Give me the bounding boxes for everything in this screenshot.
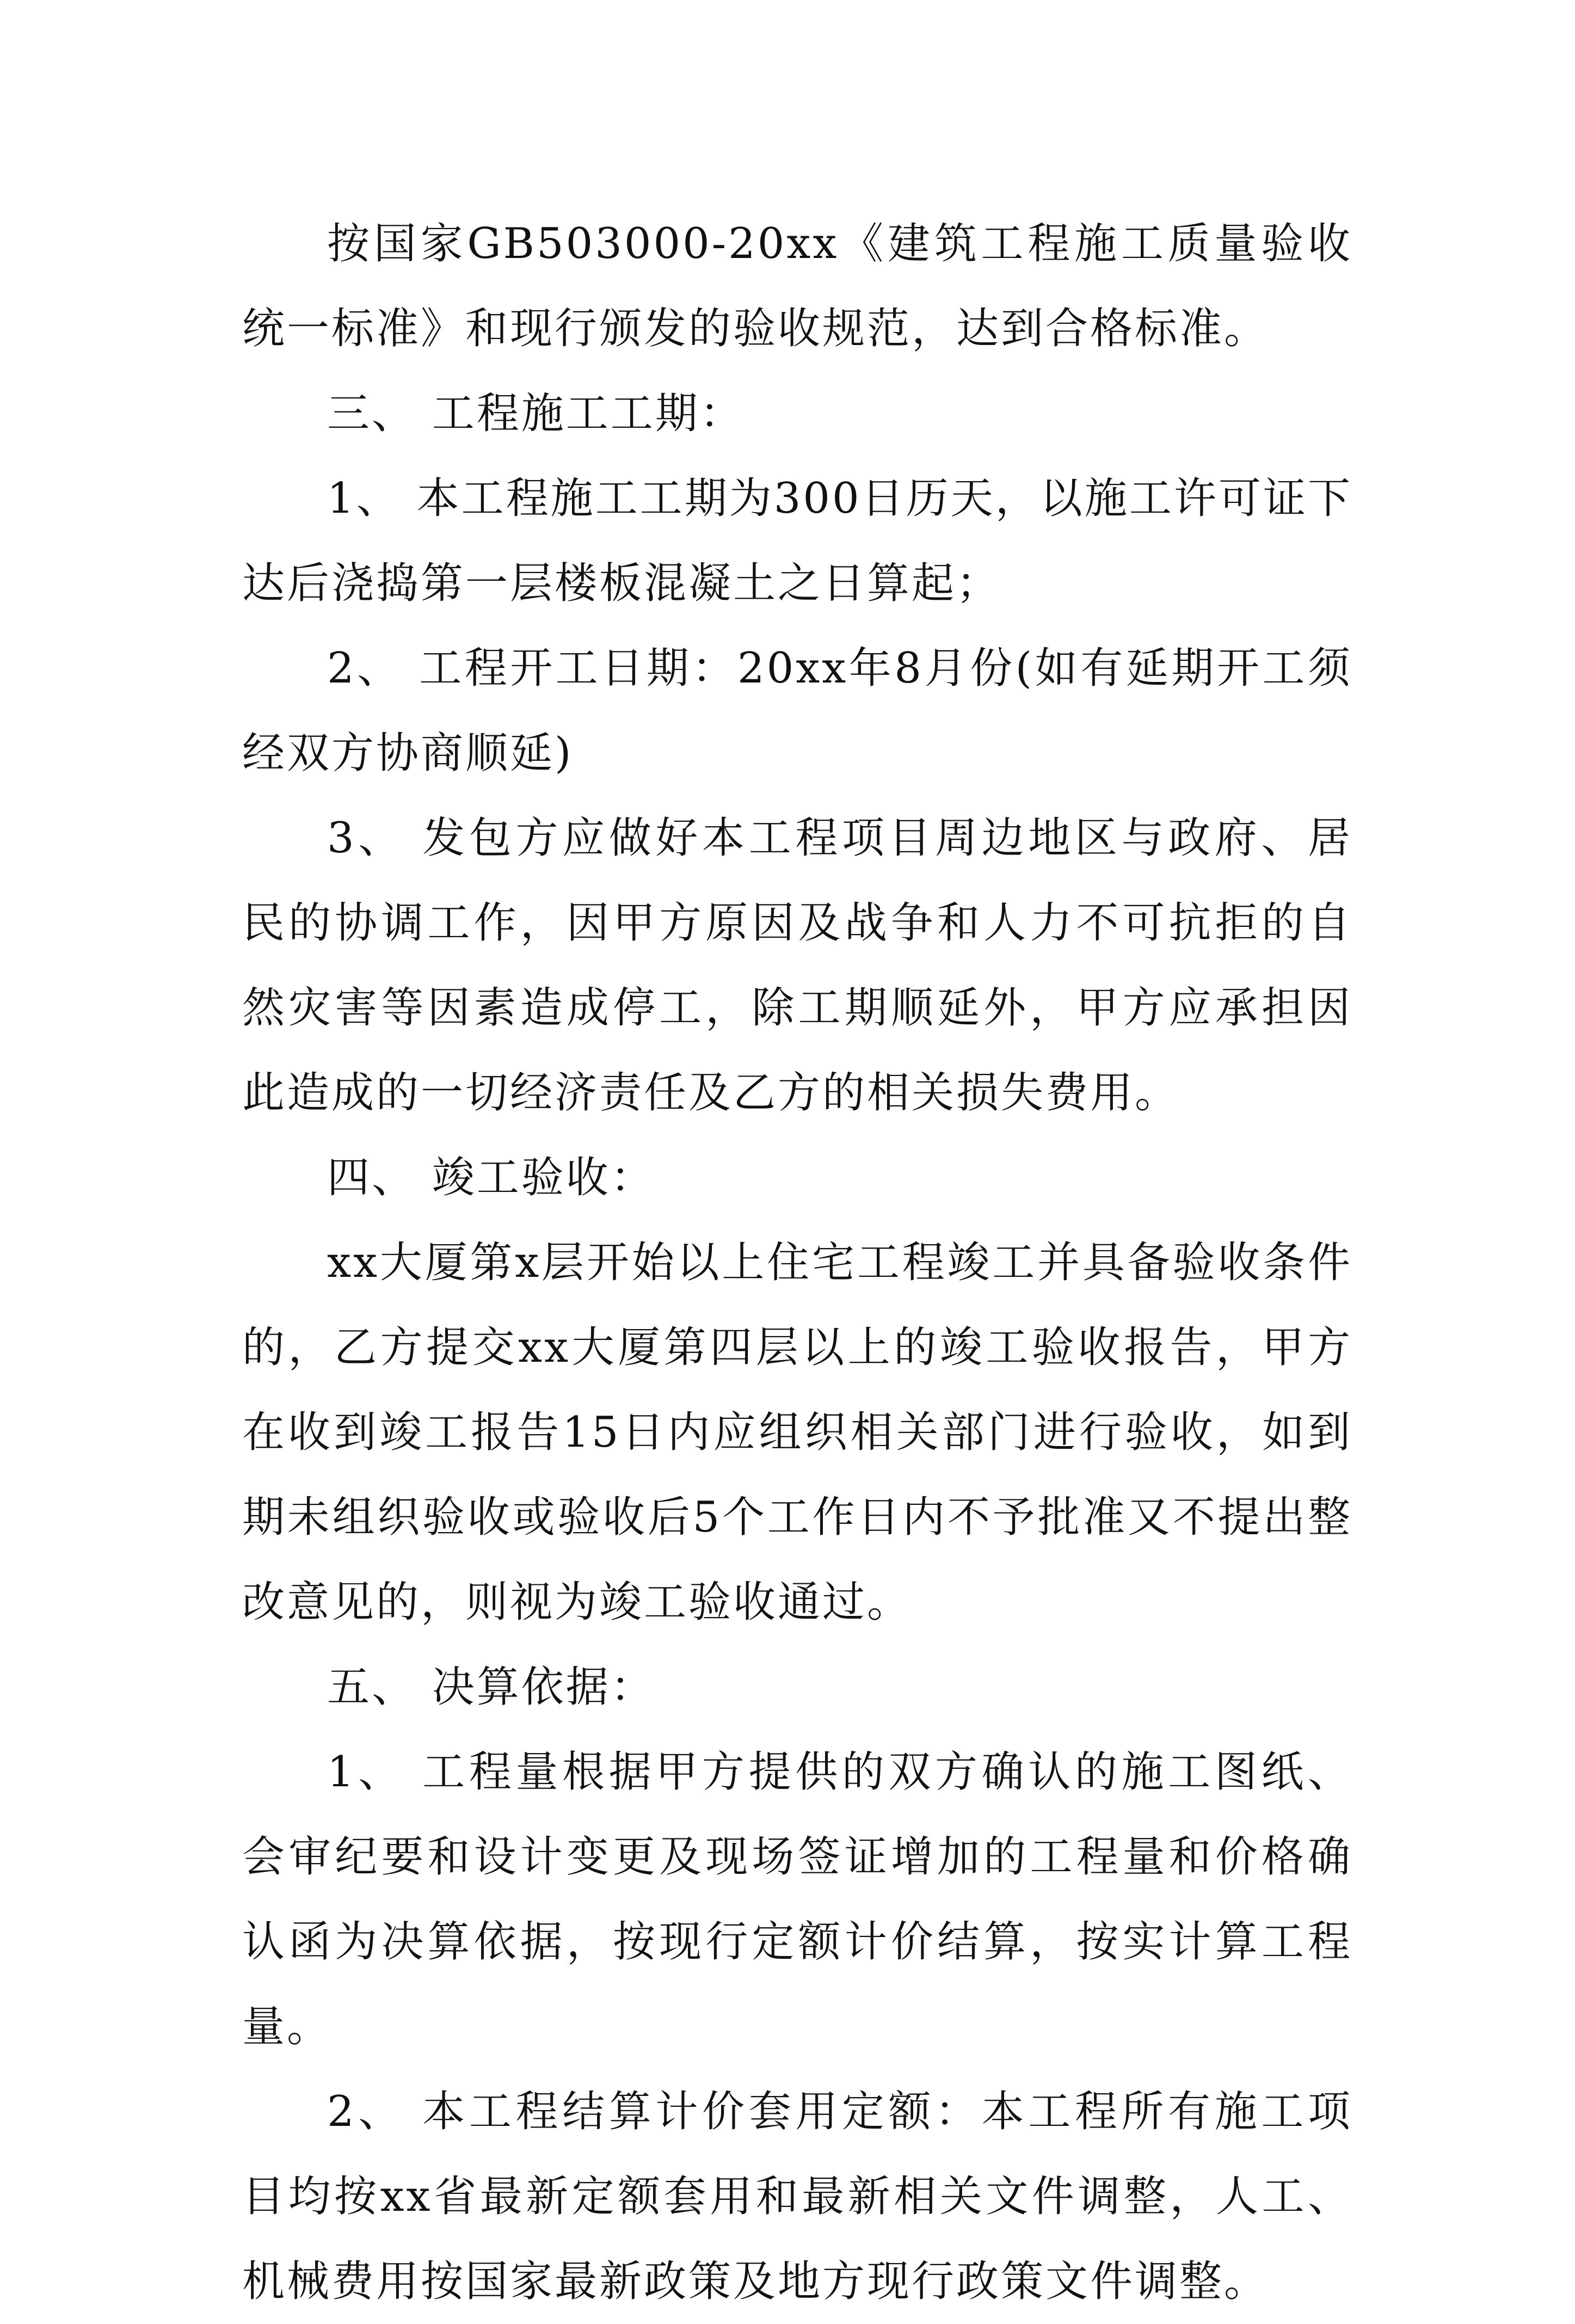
paragraph-schedule-1: 1、 本工程施工工期为300日历天，以施工许可证下达后浇捣第一层楼板混凝土之日算起； xyxy=(242,474,1352,608)
section-heading-schedule: 三、 工程施工工期： xyxy=(327,389,745,438)
paragraph-standard: 按国家GB503000-20xx《建筑工程施工质量验收统一标准》和现行颁发的验收规范，达到合格标准。 xyxy=(242,219,1352,353)
section-heading-acceptance: 四、 竣工验收： xyxy=(327,1153,655,1202)
paragraph-schedule-3: 3、 发包方应做好本工程项目周边地区与政府、居民的协调工作，因甲方原因及战争和人力不可抗拒的自然灾害等因素造成停工，除工期顺延外，甲方应承担因此造成的一切经济责任及乙方的相关损失费用。 xyxy=(242,814,1352,1117)
section-heading-settlement: 五、 决算依据： xyxy=(327,1663,655,1712)
document-body xyxy=(242,201,1352,2324)
paragraph-schedule-2: 2、 工程开工日期：20xx年8月份(如有延期开工须经双方协商顺延) xyxy=(242,644,1352,778)
paragraph-acceptance: xx大厦第x层开始以上住宅工程竣工并具备验收条件的，乙方提交xx大厦第四层以上的竣工验收报告，甲方在收到竣工报告15日内应组织相关部门进行验收，如到期未组织验收或验收后5个工作日内不予批准又不提出整改意见的，则视为竣工验收通过。 xyxy=(242,1238,1352,1627)
paragraph-settlement-2: 2、 本工程结算计价套用定额：本工程所有施工项目均按xx省最新定额套用和最新相关文件调整，人工、机械费用按国家最新政策及地方现行政策文件调整。 xyxy=(242,2087,1352,2306)
paragraph-settlement-1: 1、 工程量根据甲方提供的双方确认的施工图纸、会审纪要和设计变更及现场签证增加的工程量和价格确认函为决算依据，按现行定额计价结算，按实计算工程量。 xyxy=(242,1748,1352,2051)
